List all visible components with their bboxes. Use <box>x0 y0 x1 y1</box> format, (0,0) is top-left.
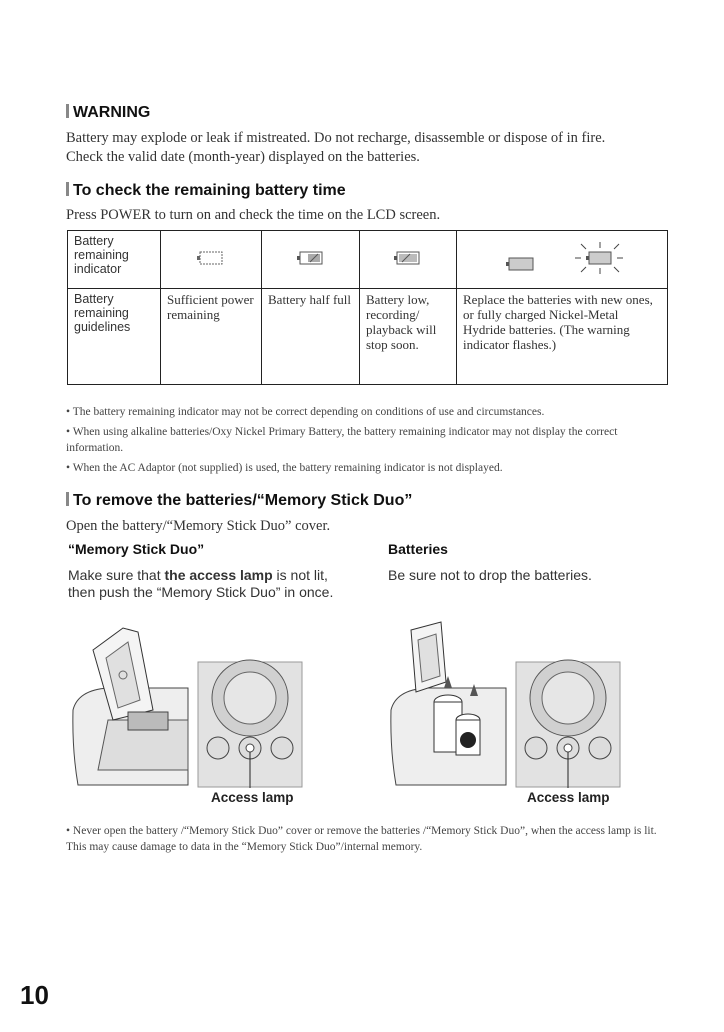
battery-low-icon <box>390 247 426 269</box>
bottom-note: • Never open the battery /“Memory Stick Duo” cover or remove the batteries /“Memory Stick Duo”, when the access lamp is lit. This may cause damage to data in the “Memory Stick Duo”/internal memory. <box>66 825 657 853</box>
batteries-text: Be sure not to drop the batteries. <box>388 567 592 583</box>
battery-empty-frame-icon <box>193 247 229 269</box>
indicator-cell <box>262 231 360 289</box>
memory-stick-text: Make sure that the access lamp is not lit, then push the “Memory Stick Duo” in once. <box>68 567 334 600</box>
indicator-cell <box>360 231 457 289</box>
page-number: 10 <box>20 980 49 1010</box>
remove-instruction: Open the battery/“Memory Stick Duo” cover. <box>66 518 331 534</box>
battery-full-icon <box>501 253 541 275</box>
memory-stick-illustration <box>68 620 308 790</box>
check-battery-title: To check the remaining battery time <box>73 182 346 199</box>
access-lamp-label-right: Access lamp <box>527 790 610 805</box>
row-header-guidelines: Battery remaining guidelines <box>68 289 161 385</box>
memory-stick-heading: “Memory Stick Duo” <box>68 541 205 557</box>
guideline-replace: Replace the batteries with new ones, or fully charged Nickel-Metal Hydride batteries. (The warning indicator flashes.) <box>457 289 668 385</box>
warning-line-2: Check the valid date (month-year) displayed on the batteries. <box>66 149 420 165</box>
note-item: • When using alkaline batteries/Oxy Nickel Primary Battery, the battery remaining indicator may not display the correct information. <box>66 426 618 454</box>
remove-title: To remove the batteries/“Memory Stick Duo” <box>73 492 413 509</box>
warning-line-1: Battery may explode or leak if mistreated. Do not recharge, disassemble or dispose of in fire. <box>66 130 606 146</box>
battery-half-icon <box>293 247 329 269</box>
indicator-cell <box>161 231 262 289</box>
batteries-illustration <box>386 620 626 790</box>
remove-heading <box>66 492 412 510</box>
access-lamp-label-left: Access lamp <box>211 790 294 805</box>
battery-table <box>67 230 668 385</box>
heading-marker-icon <box>66 104 69 118</box>
note-item: • The battery remaining indicator may not be correct depending on conditions of use and circumstances. <box>66 406 545 418</box>
heading-marker-icon <box>66 182 69 196</box>
check-battery-instruction: Press POWER to turn on and check the time on the LCD screen. <box>66 207 441 223</box>
guideline-half: Battery half full <box>262 289 360 385</box>
notes-list <box>66 404 666 476</box>
heading-marker-icon <box>66 492 69 506</box>
guideline-low: Battery low, recording/ playback will stop soon. <box>360 289 457 385</box>
warning-heading <box>66 104 150 122</box>
table-row-guidelines <box>68 289 668 385</box>
note-item: • When the AC Adaptor (not supplied) is used, the battery remaining indicator is not displayed. <box>66 462 503 474</box>
warning-title: WARNING <box>73 104 151 121</box>
row-header-indicator: Battery remaining indicator <box>68 231 161 289</box>
check-battery-heading <box>66 182 346 200</box>
batteries-heading: Batteries <box>388 541 448 557</box>
warning-text <box>66 129 605 167</box>
battery-flashing-warning-icon <box>575 241 623 275</box>
indicator-cell <box>457 231 668 289</box>
table-row-indicator <box>68 231 668 289</box>
guideline-sufficient: Sufficient power remaining <box>161 289 262 385</box>
